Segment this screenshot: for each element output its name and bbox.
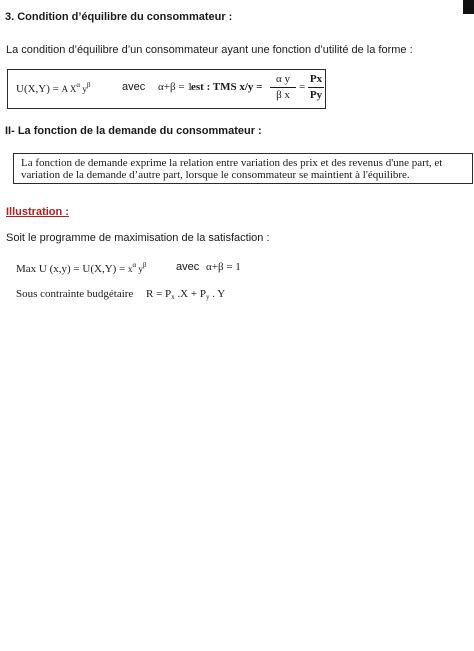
equals-sign: = — [299, 81, 306, 93]
programme-text: Soit le programme de maximisation de la satisfaction : — [6, 232, 270, 244]
section-heading-equilibrium: 3. Condition d’équilibre du consommateur : — [5, 11, 233, 23]
exponent-constraint: α+β = 1 — [206, 261, 241, 273]
maximisation-formula: Max U $(x,y) = U(X,Y) = x^\alpha$ $y^\beta$ — [16, 261, 147, 275]
demand-definition-box — [13, 153, 473, 184]
tms-label: est : TMS x/y = — [191, 81, 263, 93]
budget-constraint-equation: $R = P_x$ $.X + P_y$ . Y — [146, 288, 226, 301]
corner-mark — [463, 0, 474, 14]
definition-line: variation de la demande d’autre part, lorsque le consommateur se maintient à l'équilibre. — [21, 169, 410, 181]
avec-text: avec — [122, 81, 146, 93]
price-ratio-fraction: $\frac{Px}{Py}$ — [309, 73, 323, 101]
budget-constraint-label: Sous contrainte budgétaire — [16, 288, 134, 300]
avec-text: avec — [176, 261, 200, 273]
section-heading-demand: II- La fonction de la demande du consommateur : — [5, 125, 262, 137]
illustration-label: Illustration : — [6, 206, 69, 218]
equilibrium-formula-box — [7, 69, 326, 109]
tms-fraction: $\frac{\text{α y}}{\text{β x}}$ — [270, 73, 296, 102]
definition-line: La fonction de demande exprime la relation entre variation des prix et des revenus d'une part, et — [21, 157, 443, 169]
utility-function: U(X,Y) = A $X^\alpha$ $y^\beta$ — [16, 81, 91, 95]
exponent-constraint: α+β = 1 — [158, 81, 193, 93]
intro-text: La condition d’équilibre d’un consommateur ayant une fonction d’utilité de la forme : — [6, 44, 413, 56]
